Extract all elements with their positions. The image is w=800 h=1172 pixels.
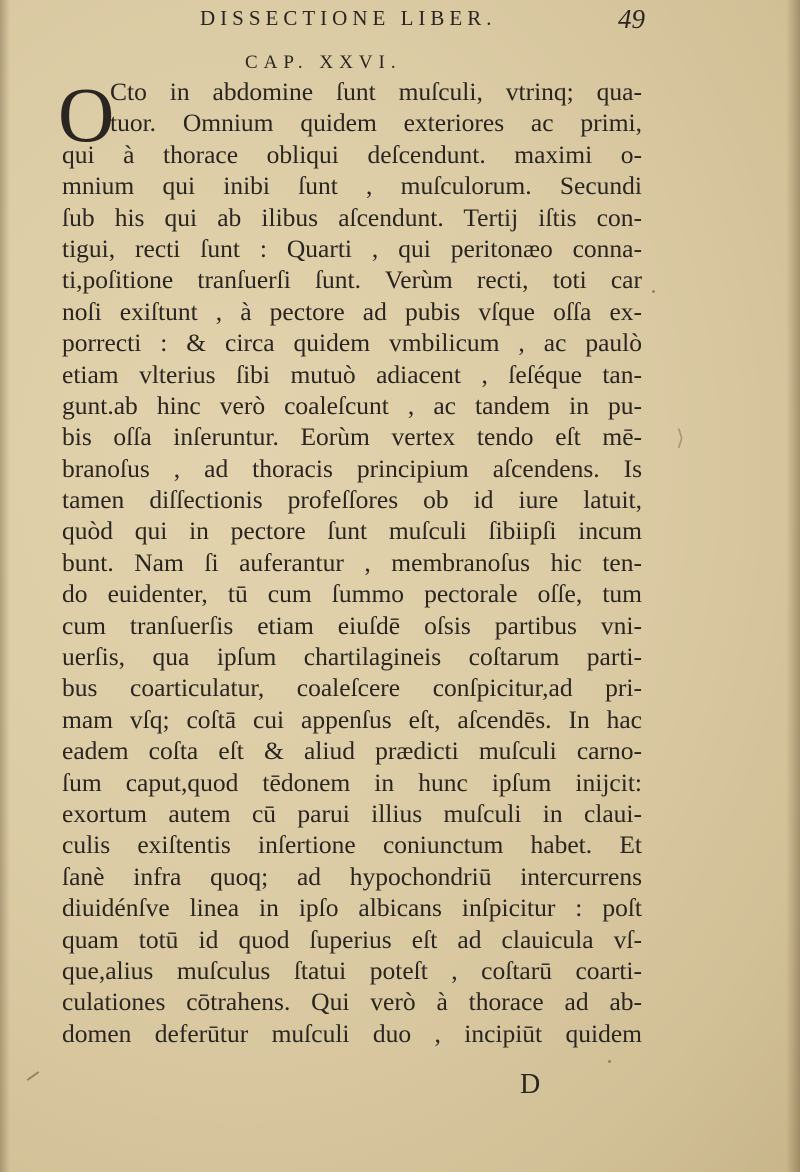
text-line: domen deferūtur muſculi duo , incipiūt quidem — [62, 1018, 642, 1048]
text-line: quòd qui in pectore ſunt muſculi ſibiipſi incum — [62, 516, 642, 546]
signature-mark: D — [520, 1069, 541, 1100]
text-line: etiam vlterius ſibi mutuò adiacent , ſeſéque tan- — [62, 359, 642, 389]
text-line: cum tranſuerſis etiam eiuſdē oſsis partibus vni- — [62, 610, 642, 640]
text-line: exortum autem cū parui illius muſculi in claui- — [62, 798, 642, 828]
text-line: tigui, recti ſunt : Quarti , qui peritonæo conna- — [62, 233, 642, 263]
text-line: eadem coſta eſt & aliud prædicti muſculi carno- — [62, 736, 642, 766]
text-line: que,alius muſculus ſtatui poteſt , coſtarū coarti- — [62, 955, 642, 985]
text-line: quam totū id quod ſuperius eſt ad clauicula vſ- — [62, 924, 642, 954]
page-number: 49 — [618, 4, 645, 34]
text-line: culationes cōtrahens. Qui verò à thorace ad ab- — [62, 987, 642, 1017]
text-line: ſum caput,quod tēdonem in hunc ipſum inijcit: — [62, 767, 642, 797]
text-line: qui à thorace obliqui deſcendunt. maximi o- — [62, 139, 642, 169]
text-line: bis oſſa inſeruntur. Eorùm vertex tendo eſt mē- — [62, 422, 642, 452]
text-line: tuor. Omnium quidem exteriores ac primi, — [110, 108, 642, 138]
text-line: diuidénſve linea in ipſo albicans inſpicitur : poſt — [62, 893, 642, 923]
text-line: culis exiſtentis inſertione coniunctum habet. Et — [62, 830, 642, 860]
text-line: branoſus , ad thoracis principium aſcendens. Is — [62, 453, 642, 483]
text-line: mam vſq; coſtā cui appenſus eſt, aſcendēs. In hac — [62, 704, 642, 734]
text-line: ſub his qui ab ilibus aſcendunt. Tertij iſtis con- — [62, 202, 642, 232]
running-head: DISSECTIONE LIBER. — [200, 6, 497, 30]
text-line: uerſis, qua ipſum chartilagineis coſtarum parti- — [62, 642, 642, 672]
text-line: ti,poſitione tranſuerſi ſunt. Verùm recti, toti car — [62, 265, 642, 295]
chapter-heading: CAP. XXVI. — [245, 52, 402, 73]
page-left-edge — [0, 0, 10, 1172]
text-line: bunt. Nam ſi auferantur , membranoſus hic ten- — [62, 547, 642, 577]
page-gutter-shadow — [786, 0, 800, 1172]
text-line: porrecti : & circa quidem vmbilicum , ac paulò — [62, 328, 642, 358]
text-line: ſanè infra quoq; ad hypochondriū intercurrens — [62, 861, 642, 891]
text-line: tamen diſſectionis profeſſores ob id iure latuit, — [62, 485, 642, 515]
margin-mark — [27, 1071, 40, 1081]
ink-speck — [608, 1060, 611, 1063]
text-line: mnium qui inibi ſunt , muſculorum. Secundi — [62, 171, 642, 201]
text-line: gunt.ab hinc verò coaleſcunt , ac tandem in pu- — [62, 390, 642, 420]
margin-bracket: ⟩ — [676, 425, 685, 450]
ink-speck — [652, 290, 655, 293]
body-text — [62, 76, 642, 1049]
drop-cap: O — [58, 71, 115, 158]
text-line: Cto in abdomine ſunt muſculi, vtrinq; qua- — [110, 77, 642, 106]
text-line: bus coarticulatur, coaleſcere conſpicitur,ad pri- — [62, 673, 642, 703]
text-line: noſi exiſtunt , à pectore ad pubis vſque oſſa ex- — [62, 296, 642, 326]
text-line: do euidenter, tū cum ſummo pectorale oſſe, tum — [62, 579, 642, 609]
